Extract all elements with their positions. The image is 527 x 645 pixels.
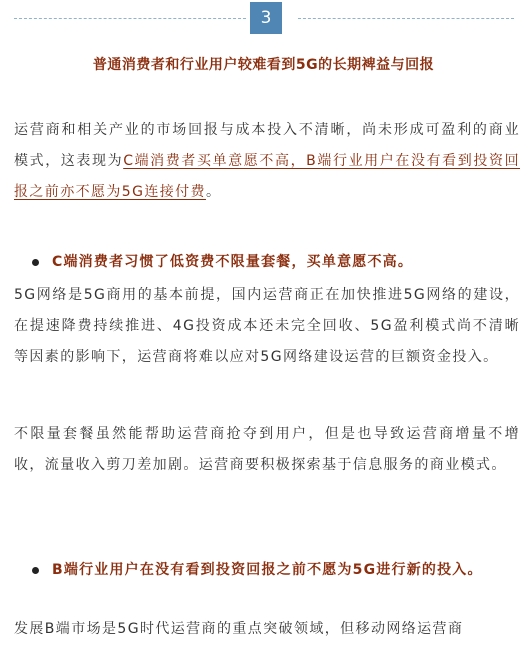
body-paragraph: 不限量套餐虽然能帮助运营商抢夺到用户，但是也导致运营商增量不增收，流量收入剪刀差加剧。运营商要积极探索基于信息服务的商业模式。 <box>14 426 520 473</box>
body-paragraph: 5G网络是5G商用的基本前提，国内运营商正在加快推进5G网络的建设，在提速降费持续推进、4G投资成本还未完全回收、5G盈利模式尚不清晰等因素的影响下，运营商将难以应对5G网络建设运营的巨额资金投入。 <box>14 287 520 365</box>
intro-paragraph <box>14 115 520 208</box>
body-paragraph: 发展B端市场是5G时代运营商的重点突破领域，但移动网络运营商 <box>14 621 464 637</box>
bullet-title: C端消费者习惯了低资费不限量套餐，买单意愿不高。 <box>52 254 414 270</box>
intro-text: 运营商和相关产业的市场回报与成本投入不清晰，尚未形成可盈利的商业模式，这表现为 <box>14 122 520 169</box>
section-number-badge: 3 <box>250 2 282 34</box>
bullet-dot-icon <box>32 259 39 266</box>
intro-end: 。 <box>205 184 222 200</box>
divider-left <box>14 18 246 19</box>
section-header <box>0 0 527 40</box>
bullet-title: B端行业用户在没有看到投资回报之前不愿为5G进行新的投入。 <box>52 562 483 578</box>
bullet-item-consumer <box>14 248 520 278</box>
section-title: 普通消费者和行业用户较难看到5G的长期裨益与回报 <box>92 57 435 73</box>
bullet-dot-icon <box>32 567 39 574</box>
divider-right <box>298 18 514 19</box>
intro-highlight: C端消费者买单意愿不高，B端行业用户在没有看到投资回报之前亦不愿为5G连接付费 <box>14 153 520 200</box>
bullet-item-enterprise <box>14 556 520 616</box>
